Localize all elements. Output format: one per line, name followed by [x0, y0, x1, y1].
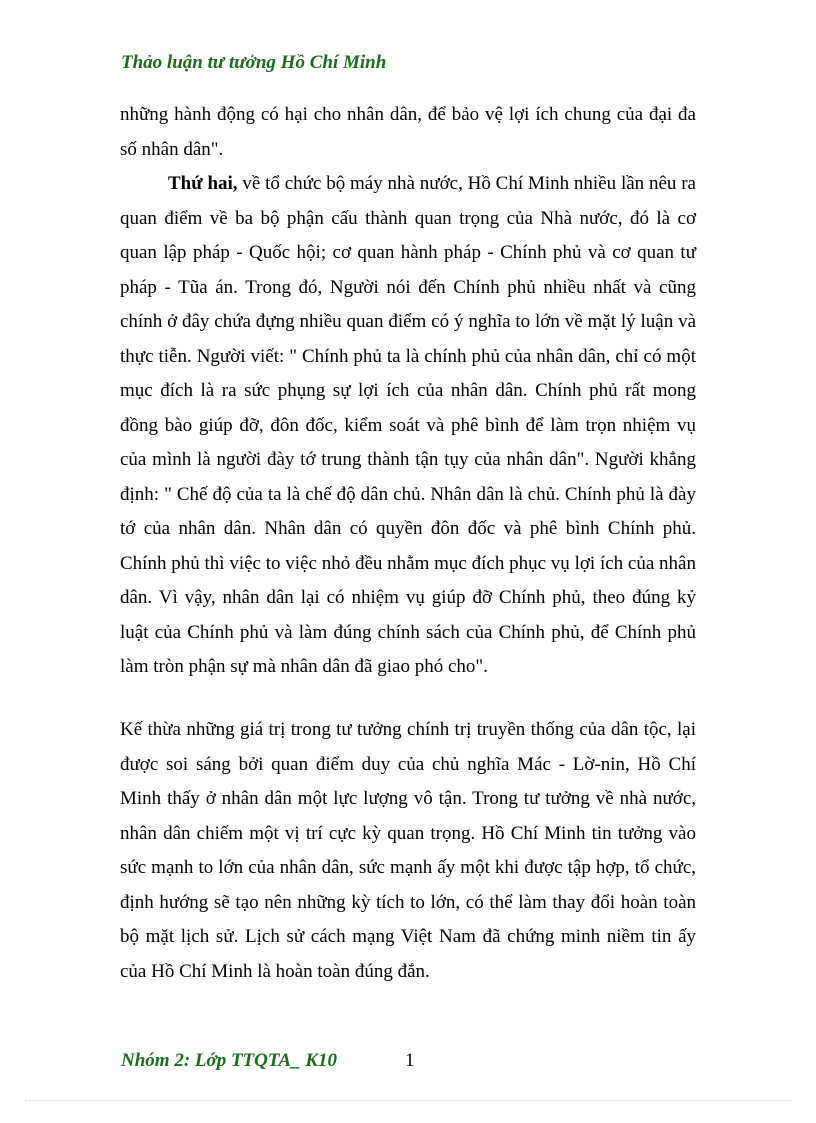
body-text-block-2 [120, 713, 696, 989]
page-bottom-divider [25, 1100, 791, 1101]
paragraph-2-text: về tổ chức bộ máy nhà nước, Hồ Chí Minh nhiều lần nêu ra quan điểm về ba bộ phận cấu thành quan trọng của Nhà nước, đó là cơ quan lập pháp - Quốc hội; cơ quan hành pháp - Chính phủ và cơ quan tư pháp - Tũa án. Trong đó, Người nói đến Chính phủ nhiều nhất và cũng chính ở đây chứa đựng nhiều quan điểm có ý nghĩa to lớn về mặt lý luận và thực tiễn. Người viết: " Chính phủ ta là chính phủ của nhân dân, chỉ có một mục đích là ra sức phụng sự lợi ích của nhân dân. Chính phủ rất mong đồng bào giúp đỡ, đôn đốc, kiểm soát và phê bình để làm trọn nhiệm vụ của mình là người đày tớ trung thành tận tụy của nhân dân". Người khẳng định: " Chế độ của ta là chế độ dân chủ. Nhân dân là chủ. Chính phủ là đày tớ của nhân dân. Nhân dân có quyền đôn đốc và phê bình Chính phủ. Chính phủ thì việc to việc nhỏ đều nhằm mục đích phục vụ lợi ích của nhân dân. Vì vậy, nhân dân lại có nhiệm vụ giúp đỡ Chính phủ, theo đúng kỷ luật của Chính phủ và làm đúng chính sách của Chính phủ, để Chính phủ làm tròn phận sự mà nhân dân đã giao phó cho". [120, 173, 696, 677]
footer-group-label: Nhóm 2: Lớp TTQTA_ K10 [121, 1050, 338, 1071]
page-header-title: Thảo luận tư tưởng Hồ Chí Minh [121, 52, 387, 73]
paragraph-3: Kế thừa những giá trị trong tư tưởng chính trị truyền thống của dân tộc, lại được soi sáng bởi quan điểm duy của chủ nghĩa Mác - Lờ-nin, Hồ Chí Minh thấy ở nhân dân một lực lượng vô tận. Trong tư tưởng về nhà nước, nhân dân chiếm một vị trí cực kỳ quan trọng. Hồ Chí Minh tin tưởng vào sức mạnh to lớn của nhân dân, sức mạnh ấy một khi được tập hợp, tổ chức, định hướng sẽ tạo nên những kỳ tích to lớn, có thể làm thay đổi hoàn toàn bộ mặt lịch sử. Lịch sử cách mạng Việt Nam đã chứng minh niềm tin ấy của Hồ Chí Minh là hoàn toàn đúng đắn. [120, 719, 696, 982]
body-text-block-1 [120, 98, 696, 685]
paragraph-1: những hành động có hại cho nhân dân, để bảo vệ lợi ích chung của đại đa số nhân dân". [120, 104, 696, 160]
paragraph-2 [120, 167, 696, 685]
paragraph-2-lead: Thứ hai, [168, 173, 238, 194]
page-number: 1 [405, 1050, 415, 1071]
